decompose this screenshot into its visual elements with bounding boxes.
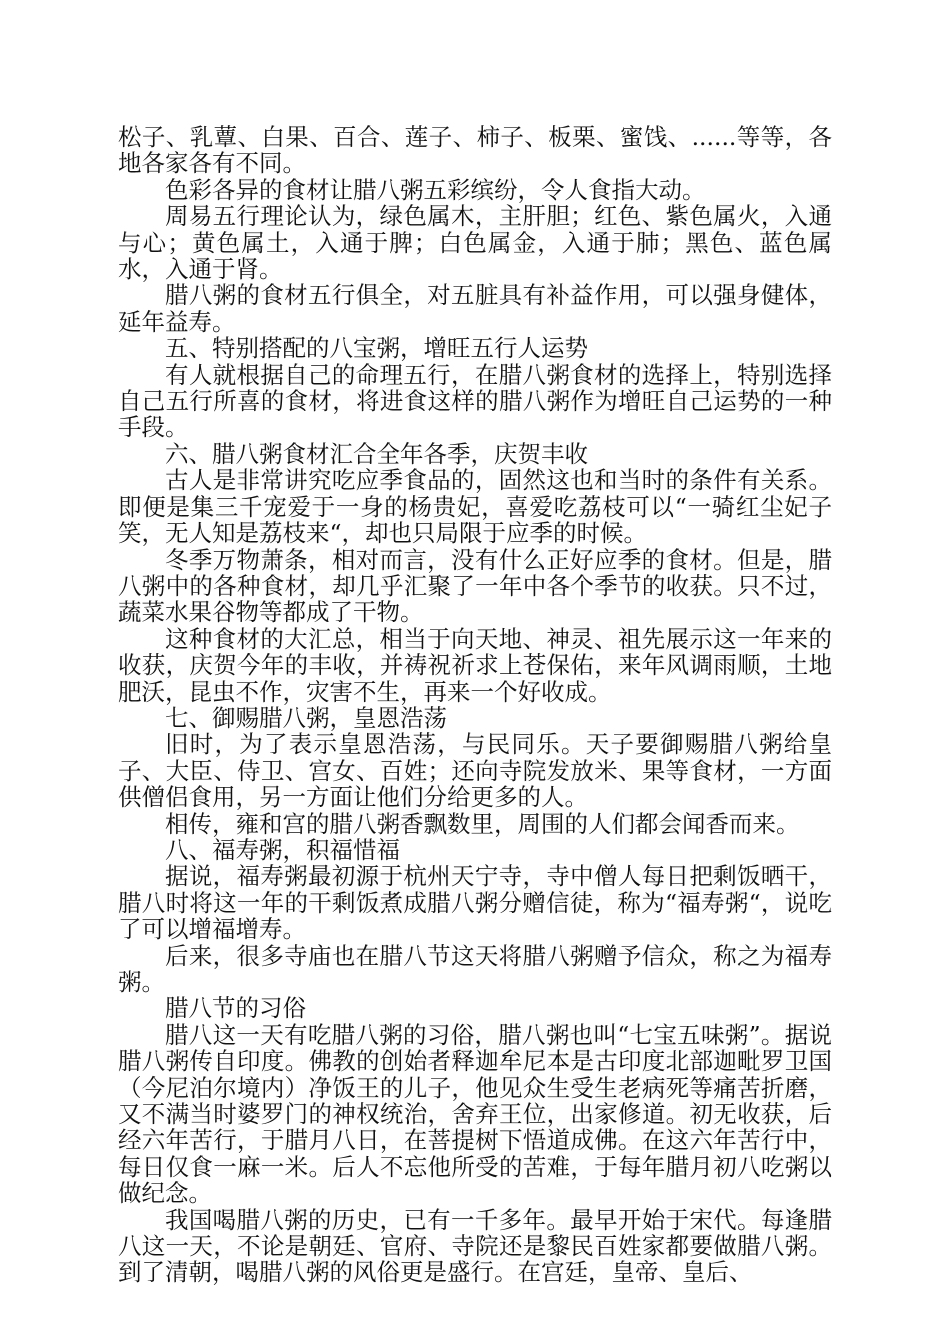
paragraph-harvest-celebration: 这种食材的大汇总，相当于向天地、神灵、祖先展示这一年来的收获，庆贺今年的丰收，并祷祝祈求上苍保佑，来年风调雨顺，土地肥沃，昆虫不作，灾害不生，再来一个好收成。 bbox=[118, 624, 832, 706]
paragraph-health-benefits: 腊八粥的食材五行俱全，对五脏具有补益作用，可以强身健体，延年益寿。 bbox=[118, 281, 832, 336]
paragraph-ingredients-list: 松子、乳蕈、白果、百合、莲子、柿子、板栗、蜜饯、......等等，各地各家各有不同。 bbox=[118, 123, 832, 178]
paragraph-yonghe-temple: 相传，雍和宫的腊八粥香飘数里，周围的人们都会闻香而来。 bbox=[165, 809, 800, 838]
paragraph-history: 我国喝腊八粥的历史，已有一千多年。最早开始于宋代。每逢腊八这一天，不论是朝廷、官府、寺院还是黎民百姓家都要做腊八粥。到了清朝，喝腊八粥的风俗更是盛行。在宫廷，皇帝、皇后、 bbox=[118, 1205, 832, 1287]
paragraph-buddha-origin: 腊八这一天有吃腊八粥的习俗，腊八粥也叫“七宝五味粥”。据说腊八粥传自印度。佛教的创始者释迦牟尼本是古印度北部迦毗罗卫国（今尼泊尔境内）净饭王的儿子，他见众生受生老病死等痛苦折磨，又不满当时婆罗门的神权统治，舍弃王位，出家修道。初无收获，后经六年苦行，于腊月八日，在菩提树下悟道成佛。在这六年苦行中，每日仅食一麻一米。后人不忘他所受的苦难，于每年腊月初八吃粥以做纪念。 bbox=[118, 1020, 832, 1208]
section-heading-5: 五、特别搭配的八宝粥，增旺五行人运势 bbox=[165, 334, 588, 363]
paragraph-fortune-choice: 有人就根据自己的命理五行，在腊八粥食材的选择上，特别选择自己五行所喜的食材，将进食这样的腊八粥作为增旺自己运势的一种手段。 bbox=[118, 360, 832, 442]
section-heading-customs: 腊八节的习俗 bbox=[165, 994, 306, 1023]
paragraph-temples-gift: 后来，很多寺庙也在腊八节这天将腊八粥赠予信众，称之为福寿粥。 bbox=[118, 941, 832, 996]
paragraph-imperial-grant: 旧时，为了表示皇恩浩荡，与民同乐。天子要御赐腊八粥给皇子、大臣、侍卫、宫女、百姓；还向寺院发放米、果等食材，一方面供僧侣食用，另一方面让他们分给更多的人。 bbox=[118, 730, 832, 812]
paragraph-fushou-origin: 据说，福寿粥最初源于杭州天宁寺，寺中僧人每日把剩饭晒干，腊八时将这一年的干剩饭煮成腊八粥分赠信徒，称为“福寿粥“，说吃了可以增福增寿。 bbox=[118, 862, 832, 944]
section-heading-8: 八、福寿粥，积福惜福 bbox=[165, 835, 400, 864]
paragraph-five-elements-theory: 周易五行理论认为，绿色属木，主肝胆；红色、紫色属火，入通与心；黄色属土，入通于脾；白色属金，入通于肺；黑色、蓝色属水，入通于肾。 bbox=[118, 202, 832, 284]
section-heading-7: 七、御赐腊八粥，皇恩浩荡 bbox=[165, 703, 447, 732]
paragraph-seasonal-food: 古人是非常讲究吃应季食品的，固然这也和当时的条件有关系。即便是集三千宠爱于一身的杨贵妃，喜爱吃荔枝可以“一骑红尘妃子笑，无人知是荔枝来“，却也只局限于应季的时候。 bbox=[118, 466, 832, 548]
document-body bbox=[118, 124, 832, 1286]
paragraph-winter-harvest: 冬季万物萧条，相对而言，没有什么正好应季的食材。但是，腊八粥中的各种食材，却几乎汇聚了一年中各个季节的收获。只不过，蔬菜水果谷物等都成了干物。 bbox=[118, 545, 832, 627]
section-heading-6: 六、腊八粥食材汇合全年各季，庆贺丰收 bbox=[165, 439, 588, 468]
paragraph-colorful-ingredients: 色彩各异的食材让腊八粥五彩缤纷，令人食指大动。 bbox=[165, 175, 706, 204]
